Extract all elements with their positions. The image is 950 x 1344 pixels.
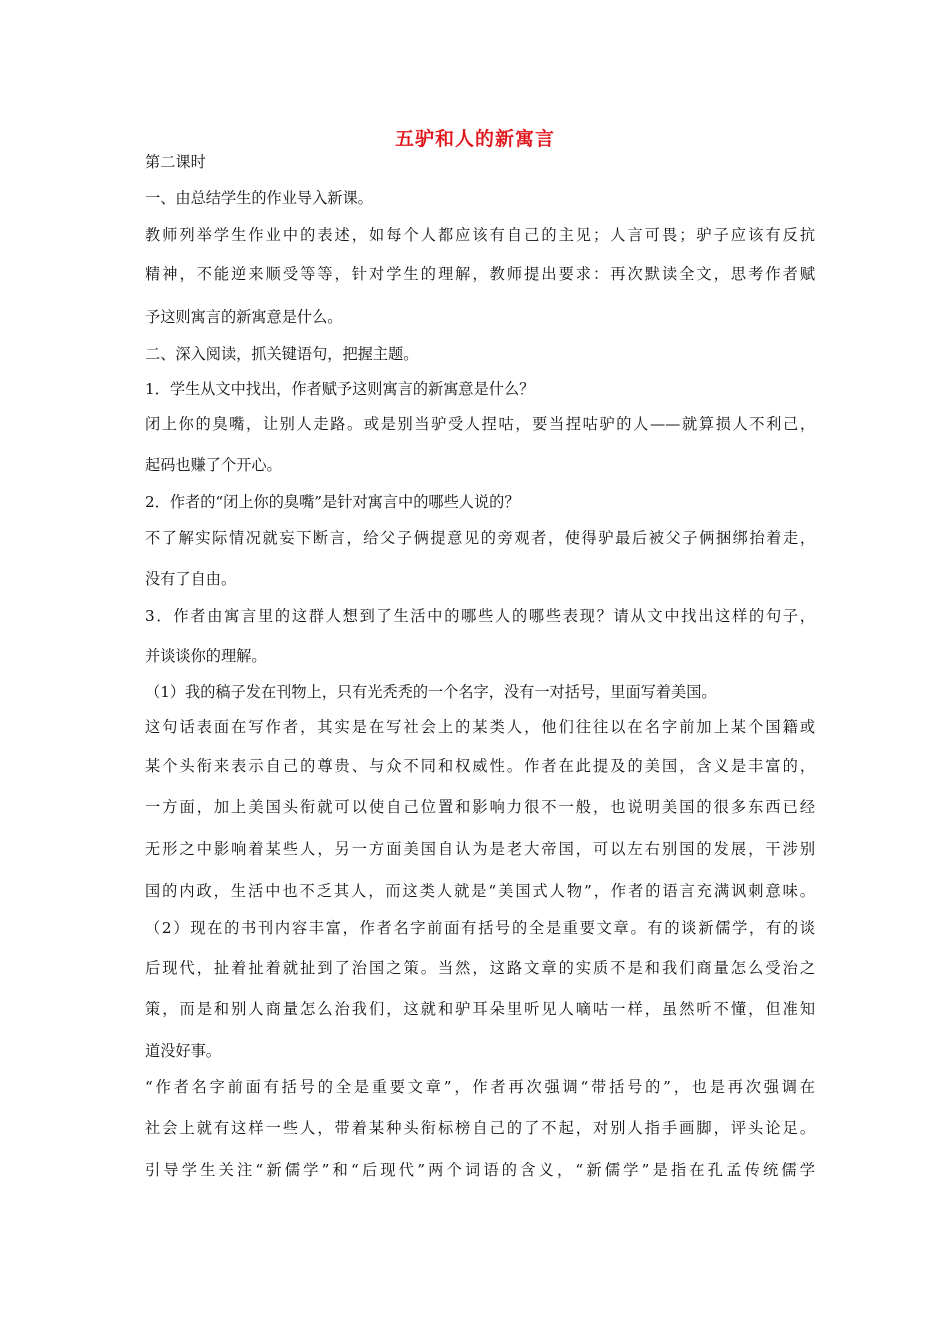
- paragraph-line: 教师列举学生作业中的表述，如每个人都应该有自己的主见；人言可畏；驴子应该有反抗: [145, 226, 815, 244]
- item-2-quote-line: 后现代，扯着扯着就扯到了治国之策。当然，这路文章的实质不是和我们商量怎么受治之: [145, 959, 815, 977]
- section-1-heading: 一、由总结学生的作业导入新课。: [145, 189, 373, 207]
- paragraph-line: 精神，不能逆来顺受等等，针对学生的理解，教师提出要求：再次默读全文，思考作者赋: [145, 265, 815, 283]
- question-3-line: 3．作者由寓言里的这群人想到了生活中的哪些人的哪些表现？请从文中找出这样的句子，: [145, 607, 815, 625]
- question-3-line: 并谈谈你的理解。: [145, 647, 267, 665]
- item-2-analysis-line: “作者名字前面有括号的全是重要文章”，作者再次强调“带括号的”，也是再次强调在: [145, 1078, 815, 1096]
- item-1-analysis-line: 国的内政，生活中也不乏其人，而这类人就是“美国式人物”，作者的语言充满讽刺意味。: [145, 882, 815, 900]
- item-1-analysis-line: 这句话表面在写作者，其实是在写社会上的某类人，他们往往以在名字前加上某个国籍或: [145, 718, 815, 736]
- question-1: 1．学生从文中找出，作者赋予这则寓言的新寓意是什么？: [145, 380, 535, 398]
- item-1-quote: （1）我的稿子发在刊物上，只有光秃秃的一个名字，没有一对括号，里面写着美国。: [145, 683, 717, 701]
- item-2-analysis-line: 社会上就有这样一些人，带着某种头衔标榜自己的了不起，对别人指手画脚，评头论足。: [145, 1119, 815, 1137]
- answer-1-line: 起码也赚了个开心。: [145, 456, 282, 474]
- paragraph-line: 予这则寓言的新寓意是什么。: [145, 308, 343, 326]
- section-2-heading: 二、深入阅读，抓关键语句，把握主题。: [145, 345, 419, 363]
- answer-2-line: 没有了自由。: [145, 570, 237, 588]
- answer-1-line: 闭上你的臭嘴，让别人走路。或是别当驴受人捏咕，要当捏咕驴的人——就算损人不利己，: [145, 415, 815, 433]
- question-2: 2．作者的“闭上你的臭嘴”是针对寓言中的哪些人说的？: [145, 493, 520, 511]
- item-1-analysis-line: 无形之中影响着某些人，另一方面美国自认为是老大帝国，可以左右别国的发展，干涉别: [145, 840, 815, 858]
- item-2-quote-line: （2）现在的书刊内容丰富，作者名字前面有括号的全是重要文章。有的谈新儒学，有的谈: [145, 919, 815, 937]
- lesson-label: 第二课时: [145, 153, 206, 171]
- item-1-analysis-line: 某个头衔来表示自己的尊贵、与众不同和权威性。作者在此提及的美国，含义是丰富的，: [145, 757, 815, 775]
- answer-2-line: 不了解实际情况就妄下断言，给父子俩提意见的旁观者，使得驴最后被父子俩捆绑抬着走，: [145, 529, 815, 547]
- item-2-analysis-line: 引导学生关注“新儒学”和“后现代”两个词语的含义，“新儒学”是指在孔孟传统儒学: [145, 1161, 815, 1179]
- document-title: 五驴和人的新寓言: [394, 128, 555, 150]
- item-2-quote-line: 道没好事。: [145, 1042, 221, 1060]
- item-2-quote-line: 策，而是和别人商量怎么治我们，这就和驴耳朵里听见人嘀咕一样，虽然听不懂，但准知: [145, 1000, 815, 1018]
- item-1-analysis-line: 一方面，加上美国头衔就可以使自己位置和影响力很不一般，也说明美国的很多东西已经: [145, 798, 815, 816]
